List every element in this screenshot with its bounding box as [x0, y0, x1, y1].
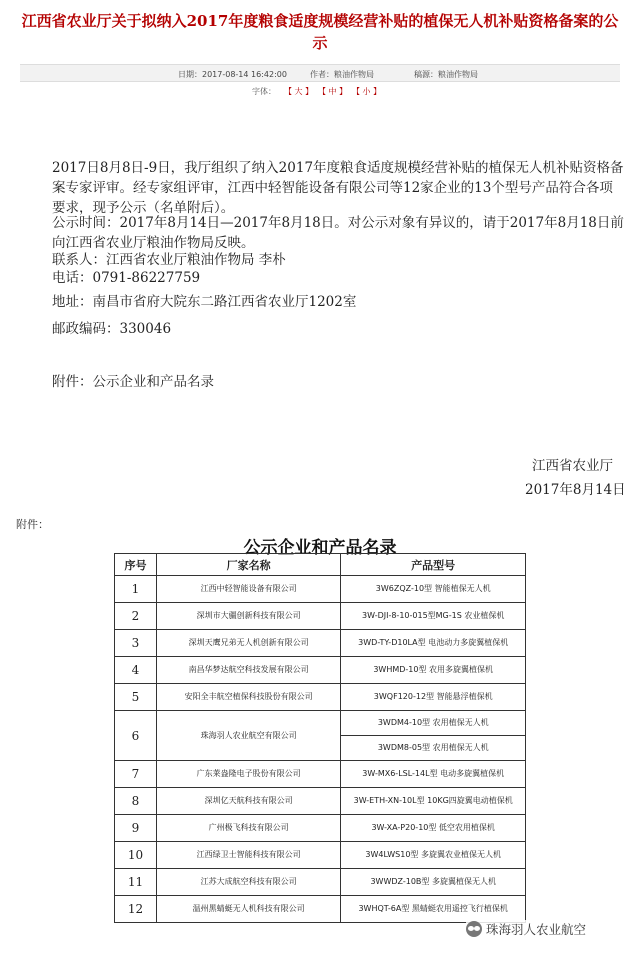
row-number: 3 [115, 630, 157, 657]
attachment-note: 附件：公示企业和产品名录 [52, 374, 214, 390]
product-model: 3W-ETH-XN-10L型 10KG四旋翼电动植保机 [341, 788, 526, 815]
row-number: 1 [115, 576, 157, 603]
company-name: 温州黑蜻蜓无人机科技有限公司 [156, 896, 340, 923]
row-number: 4 [115, 657, 157, 684]
postal-code: 邮政编码：330046 [52, 321, 172, 337]
table-row [115, 576, 526, 603]
signer: 江西省农业厅 [532, 458, 613, 474]
table-row [115, 630, 526, 657]
contact-person: 联系人：江西省农业厅粮油作物局 李朴 [52, 252, 286, 268]
product-model: 3WDM4-10型 农用植保无人机 [341, 711, 526, 736]
row-number: 12 [115, 896, 157, 923]
font-size-selector [0, 84, 640, 98]
contact-address: 地址：南昌市省府大院东二路江西省农业厅1202室 [52, 294, 357, 310]
row-number: 10 [115, 842, 157, 869]
company-name: 江苏大成航空科技有限公司 [156, 869, 340, 896]
table-row [115, 788, 526, 815]
header-company: 厂家名称 [156, 554, 340, 576]
article-source: 稿源：粮油作物局 [414, 70, 478, 79]
attachment-label: 附件： [16, 518, 49, 531]
wechat-watermark [466, 920, 636, 942]
contact-phone: 电话：0791-86227759 [52, 270, 201, 286]
row-number: 7 [115, 761, 157, 788]
article-meta-bar [20, 64, 620, 82]
table-row [115, 657, 526, 684]
product-model: 3WDM8-05型 农用植保无人机 [341, 736, 526, 761]
header-number: 序号 [115, 554, 157, 576]
table-row [115, 869, 526, 896]
table-row [115, 711, 526, 736]
product-model: 3WQF120-12型 智能悬浮植保机 [341, 684, 526, 711]
watermark-text: 珠海羽人农业航空 [486, 922, 587, 937]
product-model: 3WHQT-6A型 黑蜻蜓农用遥控飞行植保机 [341, 896, 526, 923]
publish-date: 日期：2017-08-14 16:42:00 [178, 70, 287, 79]
company-name: 江西绿卫士智能科技有限公司 [156, 842, 340, 869]
wechat-icon [466, 921, 482, 937]
roster-header-row [115, 554, 526, 576]
table-row [115, 896, 526, 923]
company-name: 深圳市大疆创新科技有限公司 [156, 603, 340, 630]
roster-table [114, 553, 526, 923]
product-model: 3WWDZ-10B型 多旋翼植保无人机 [341, 869, 526, 896]
sign-date: 2017年8月14日 [525, 482, 626, 498]
roster-title: 公示企业和产品名录 [243, 538, 397, 558]
article-author: 作者：粮油作物局 [310, 70, 374, 79]
product-model: 3WHMD-10型 农用多旋翼植保机 [341, 657, 526, 684]
company-name: 广东莱盎隆电子股份有限公司 [156, 761, 340, 788]
table-row [115, 761, 526, 788]
company-name: 南昌华梦达航空科技发展有限公司 [156, 657, 340, 684]
company-name: 安阳全丰航空植保科技股份有限公司 [156, 684, 340, 711]
font-size-large-link[interactable]: 【 大 】 [284, 87, 314, 96]
row-number: 5 [115, 684, 157, 711]
company-name: 广州极飞科技有限公司 [156, 815, 340, 842]
table-row [115, 842, 526, 869]
product-model: 3W6ZQZ-10型 智能植保无人机 [341, 576, 526, 603]
font-size-small-link[interactable]: 【 小 】 [352, 87, 382, 96]
row-number: 2 [115, 603, 157, 630]
body-paragraph-1: 2017日8月8日-9日，我厅组织了纳入2017年度粮食适度规模经营补贴的植保无人机补贴资格备案专家评审。经专家组评审，江西中轻智能设备有限公司等12家企业的13个型号产品符合各项要求，现予公示（名单附后）。 [52, 160, 624, 216]
product-model: 3W-MX6-LSL-14L型 电动多旋翼植保机 [341, 761, 526, 788]
product-model: 3W4LWS10型 多旋翼农业植保无人机 [341, 842, 526, 869]
product-model: 3WD-TY-D10LA型 电池动力多旋翼植保机 [341, 630, 526, 657]
row-number: 11 [115, 869, 157, 896]
product-model: 3W-XA-P20-10型 低空农用植保机 [341, 815, 526, 842]
company-name: 深圳天鹰兄弟无人机创新有限公司 [156, 630, 340, 657]
company-name: 珠海羽人农业航空有限公司 [156, 711, 340, 761]
product-model: 3W-DJI-8-10-015型MG-1S 农业植保机 [341, 603, 526, 630]
body-paragraph-2: 公示时间：2017年8月14日—2017年8月18日。对公示对象有异议的，请于2017年8月18日前向江西省农业厅粮油作物局反映。 [52, 215, 624, 251]
table-row [115, 684, 526, 711]
row-number: 8 [115, 788, 157, 815]
company-name: 深圳亿天航科技有限公司 [156, 788, 340, 815]
page-title: 江西省农业厅关于拟纳入2017年度粮食适度规模经营补贴的植保无人机补贴资格备案的公示 [21, 12, 619, 52]
table-row [115, 815, 526, 842]
font-size-label: 字体： [252, 87, 276, 96]
font-size-medium-link[interactable]: 【 中 】 [318, 87, 348, 96]
company-name: 江西中轻智能设备有限公司 [156, 576, 340, 603]
header-model: 产品型号 [341, 554, 526, 576]
row-number: 6 [115, 711, 157, 761]
row-number: 9 [115, 815, 157, 842]
table-row [115, 603, 526, 630]
